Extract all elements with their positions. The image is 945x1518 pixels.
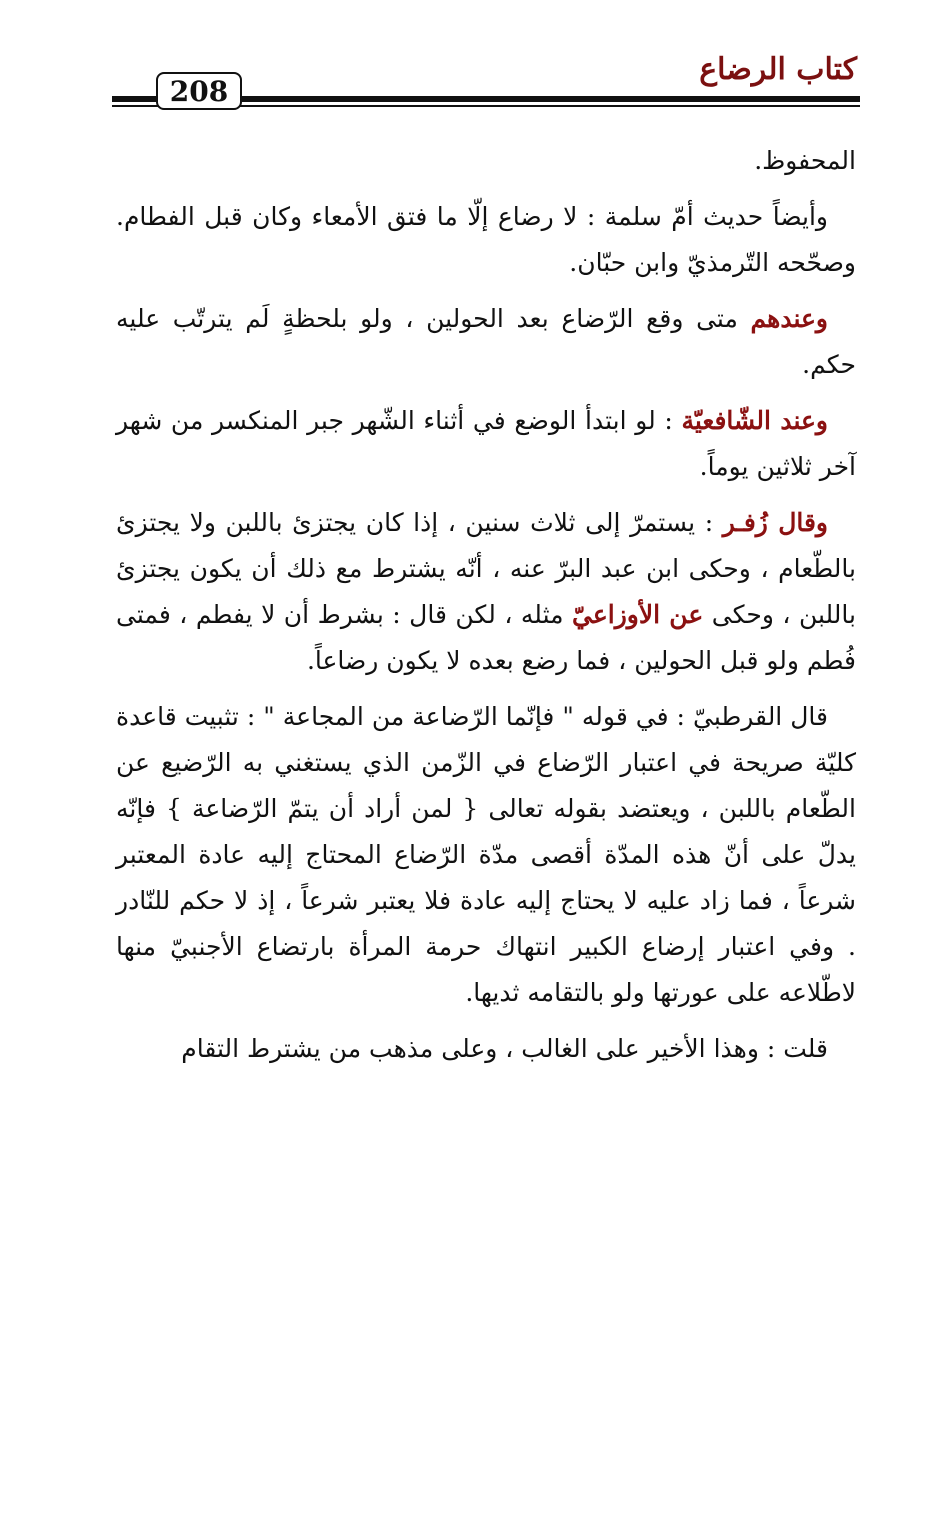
keyword-lead: وقال زُفـر [722,508,829,537]
paragraph-text: وأيضاً حديث أمّ سلمة : لا رضاع إلّا ما فتق الأمعاء وكان قبل الفطام. وصحّحه التّرمذيّ وابن حبّان. [116,202,856,277]
paragraph-7 [116,1026,856,1072]
page-header [0,0,945,120]
paragraph-text: المحفوظ. [754,146,856,175]
paragraph-text: مثله ، لكن قال : بشرط أن لا يفطم ، فمتى فُطم ولو قبل الحولين ، فما رضع بعده لا يكون رضاعاً. [116,600,856,675]
page-number: 208 [156,72,242,110]
paragraph-text: متى وقع الرّضاع بعد الحولين ، ولو بلحظةٍ لَم يترتّب عليه حكم. [116,304,856,379]
keyword-lead: وعند الشّافعيّة [681,406,828,435]
paragraph-2 [116,194,856,286]
keyword-lead: وعندهم [750,304,828,333]
paragraph-1 [116,138,856,184]
paragraph-3 [116,296,856,388]
paragraph-text: قلت : وهذا الأخير على الغالب ، وعلى مذهب من يشترط التقام [181,1034,828,1063]
book-title: كتاب الرضاع [699,52,857,87]
paragraph-6 [116,694,856,1016]
keyword-inline: عن الأوزاعيّ [572,600,704,629]
page-body [116,138,856,1082]
paragraph-5 [116,500,856,684]
paragraph-text: قال القرطبيّ : في قوله " فإنّما الرّضاعة من المجاعة " : تثبيت قاعدة كليّة صريحة في اعتبار الرّضاع في الزّمن الذي يستغني به الرّضيع عن الطّعام باللبن ، ويعتضد بقوله تعالى { لمن أراد أن يتمّ الرّضاعة } فإنّه يدلّ على أنّ هذه المدّة أقصى مدّة الرّضاع المحتاج إليه عادة المعتبر شرعاً ، فما زاد عليه لا يحتاج إليه عادة فلا يعتبر شرعاً ، إذ لا حكم للنّادر . وفي اعتبار إرضاع الكبير انتهاك حرمة المرأة بارتضاع الأجنبيّ منها لاطّلاعه على عورتها ولو بالتقامه ثديها. [116,702,856,1007]
paragraph-4 [116,398,856,490]
paragraph-text: : يستمرّ إلى ثلاث سنين ، إذا كان يجتزئ باللبن ولا يجتزئ بالطّعام ، وحكى ابن عبد البرّ عنه ، أنّه يشترط مع ذلك أن يكون يجتزئ باللبن ، وحكى [116,508,856,629]
paragraph-text: : لو ابتدأ الوضع في أثناء الشّهر جبر المنكسر من شهر آخر ثلاثين يوماً. [116,406,856,481]
